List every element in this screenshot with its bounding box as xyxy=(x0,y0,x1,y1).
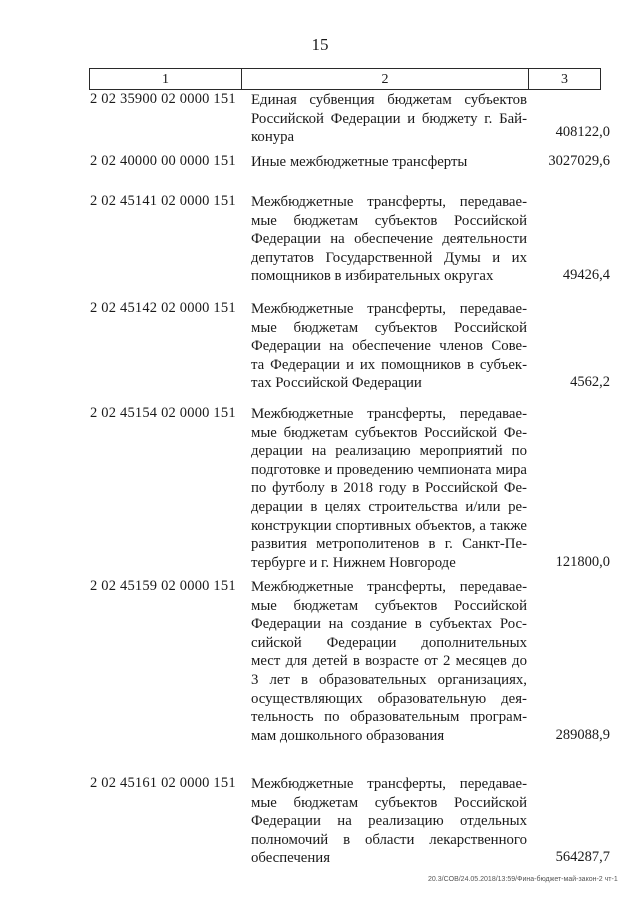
description-line: подготовке и проведению чемпионата мира xyxy=(251,461,527,478)
budget-description xyxy=(251,775,527,868)
description-line: мест для детей в возрасте от 2 месяцев до xyxy=(251,653,527,670)
budget-amount: 49426,4 xyxy=(562,267,610,284)
description-line: конструкции спортивных объектов, а также xyxy=(251,517,527,534)
budget-amount: 408122,0 xyxy=(555,124,610,141)
budget-amount: 4562,2 xyxy=(570,374,610,391)
budget-description xyxy=(251,578,527,745)
budget-description xyxy=(251,405,527,572)
budget-description xyxy=(251,300,527,393)
budget-amount: 564287,7 xyxy=(555,849,610,866)
description-line: мые бюджетам субъектов Российской xyxy=(251,597,527,614)
description-line: конура xyxy=(251,129,295,146)
budget-amount: 121800,0 xyxy=(555,553,610,570)
description-line: та Федерации и их помощников в субъек- xyxy=(251,356,527,373)
description-line: полномочий в области лекарственного xyxy=(251,831,527,848)
budget-code: 2 02 45141 02 0000 151 xyxy=(90,193,236,209)
column-number-3: 3 xyxy=(561,72,568,87)
description-line: тельность по образовательным програм- xyxy=(251,709,527,726)
budget-description xyxy=(251,91,527,147)
description-line: Российской Федерации и бюджету г. Бай- xyxy=(251,110,527,127)
description-line: мые бюджетам субъектов Российской xyxy=(251,212,527,229)
column-number-1: 1 xyxy=(90,69,242,89)
description-line: Федерации на обеспечение деятельности xyxy=(251,231,527,248)
budget-code: 2 02 45142 02 0000 151 xyxy=(90,300,236,316)
budget-amount: 3027029,6 xyxy=(548,153,610,169)
description-line: Межбюджетные трансферты, передавае- xyxy=(251,776,527,792)
description-line: тах Российской Федерации xyxy=(251,375,422,392)
column-number-2: 2 xyxy=(242,69,529,89)
description-line: дерации в целях строительства и/или ре- xyxy=(251,498,527,515)
description-line: 3 лет в образовательных организациях, xyxy=(251,671,527,688)
budget-amount: 289088,9 xyxy=(555,726,610,743)
description-line: обеспечения xyxy=(251,850,331,867)
budget-description xyxy=(251,193,527,286)
description-line: дерации на реализацию мероприятий по xyxy=(251,443,527,460)
budget-code: 2 02 45159 02 0000 151 xyxy=(90,578,236,594)
description-line: помощников в избирательных округах xyxy=(251,268,494,285)
budget-code: 2 02 45161 02 0000 151 xyxy=(90,775,236,791)
footer-stamp: 20.3/COB/24.05.2018/13:59/Фина-бюджет-май-закон-2 чт-1 xyxy=(428,876,618,883)
description-line: Межбюджетные трансферты, передавае- xyxy=(251,406,527,422)
description-line: Единая субвенция бюджетам субъектов xyxy=(251,92,527,108)
description-line: мые бюджетам субъектов Российской xyxy=(251,319,527,336)
description-line: депутатов Государственной Думы и их xyxy=(251,249,527,266)
description-line: Межбюджетные трансферты, передавае- xyxy=(251,579,527,595)
budget-code: 2 02 40000 00 0000 151 xyxy=(90,153,236,169)
description-line: по футболу в 2018 году в Российской Фе- xyxy=(251,480,527,497)
description-line: мые бюджетам субъектов Российской xyxy=(251,794,527,811)
description-line: Федерации на создание в субъектах Рос- xyxy=(251,616,527,633)
description-line: мам дошкольного образования xyxy=(251,727,445,744)
description-line: тербурге и г. Нижнем Новгороде xyxy=(251,554,456,571)
description-line: Межбюджетные трансферты, передавае- xyxy=(251,194,527,210)
description-line: сийской Федерации дополнительных xyxy=(251,634,527,651)
page-number: 15 xyxy=(311,35,329,54)
description-line: мые бюджетам субъектов Российской Фе- xyxy=(251,424,527,441)
description-line: Иные межбюджетные трансферты xyxy=(251,154,468,170)
budget-code: 2 02 45154 02 0000 151 xyxy=(90,405,236,421)
table-column-header xyxy=(89,68,601,90)
description-line: Межбюджетные трансферты, передавае- xyxy=(251,301,527,317)
description-line: развития метрополитенов в г. Санкт-Пе- xyxy=(251,536,527,553)
description-line: Федерации на реализацию отдельных xyxy=(251,813,527,830)
budget-description xyxy=(251,153,527,172)
description-line: осуществляющих образовательную дея- xyxy=(251,690,527,707)
description-line: Федерации на обеспечение членов Сове- xyxy=(251,338,527,355)
budget-code: 2 02 35900 02 0000 151 xyxy=(90,91,236,107)
